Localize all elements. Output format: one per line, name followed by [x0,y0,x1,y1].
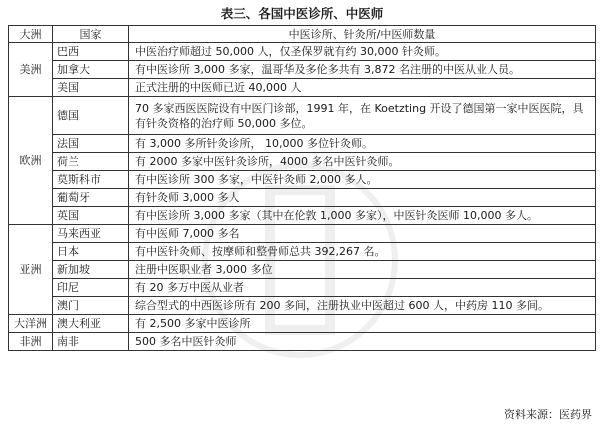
region-africa: 非洲 [9,333,53,351]
table-row [9,43,596,61]
description-cell: 有中医师 7,000 多名 [129,225,596,243]
description-cell: 500 多名中医针灸师 [129,333,596,351]
country-cell: 葡萄牙 [53,189,129,207]
country-cell: 德国 [53,97,129,135]
header-country: 国家 [53,26,129,43]
description-cell: 有 2,500 多家中医诊所 [129,315,596,333]
table-row [9,79,596,97]
description-cell: 有中医针灸师、按摩师和整骨师总共 392,267 名。 [129,243,596,261]
tcm-clinics-table [8,25,596,351]
description-cell: 有中医诊所 300 多家，中医针灸师 2,000 多人。 [129,171,596,189]
country-cell: 马来西亚 [53,225,129,243]
table-title: 表三、各国中医诊所、中医师 [220,6,384,21]
description-cell: 70 多家西医医院设有中医门诊部，1991 年，在 Koetzting 开设了德国第一家中医医院，具有针灸资格的治疗师 50,000 多位。 [129,97,596,135]
description-cell: 综合型式的中西医诊所有 200 多间，注册执业中医超过 600 人，中药房 110 多间。 [129,297,596,315]
region-europe: 欧洲 [9,97,53,225]
table-row [9,207,596,225]
description-cell: 注册中医职业者 3,000 多位 [129,261,596,279]
description-cell: 正式注册的中医师已近 40,000 人 [129,79,596,97]
description-cell: 有 20 多万中医从业者 [129,279,596,297]
country-cell: 南非 [53,333,129,351]
region-asia: 亚洲 [9,225,53,315]
header-region: 大洲 [9,26,53,43]
country-cell: 加拿大 [53,61,129,79]
description-cell: 有 3,000 多所针灸诊所， 10,000 多位针灸师。 [129,135,596,153]
country-cell: 英国 [53,207,129,225]
description-cell: 有 2000 多家中医针灸诊所，4000 多名中医针灸师。 [129,153,596,171]
header-row [9,26,596,43]
country-cell: 澳大利亚 [53,315,129,333]
country-cell: 莫斯科市 [53,171,129,189]
country-cell: 新加坡 [53,261,129,279]
description-cell: 有针灸师 3,000 多人 [129,189,596,207]
table-row [9,97,596,135]
table-row [9,189,596,207]
table-row [9,135,596,153]
description-cell: 中医治疗师超过 50,000 人，仅圣保罗就有约 30,000 针灸师。 [129,43,596,61]
header-description: 中医诊所、针灸所/中医师数量 [129,26,596,43]
country-cell: 美国 [53,79,129,97]
table-row [9,153,596,171]
country-cell: 巴西 [53,43,129,61]
table-row [9,279,596,297]
country-cell: 法国 [53,135,129,153]
country-cell: 澳门 [53,297,129,315]
country-cell: 日本 [53,243,129,261]
table-row [9,333,596,351]
table-row [9,315,596,333]
table-row [9,61,596,79]
table-row [9,243,596,261]
table-row [9,261,596,279]
source-note: 资料来源：医药界 [504,408,592,421]
table-row [9,225,596,243]
description-cell: 有中医诊所 3,000 多家，温哥华及多伦多共有 3,872 名注册的中医从业人员。 [129,61,596,79]
country-cell: 荷兰 [53,153,129,171]
description-cell: 有中医诊所 3,000 多家（其中在伦敦 1,000 多家），中医针灸医师 10,000 多人。 [129,207,596,225]
table-row [9,171,596,189]
table-row [9,297,596,315]
region-americas: 美洲 [9,43,53,97]
country-cell: 印尼 [53,279,129,297]
region-oceania: 大洋洲 [9,315,53,333]
